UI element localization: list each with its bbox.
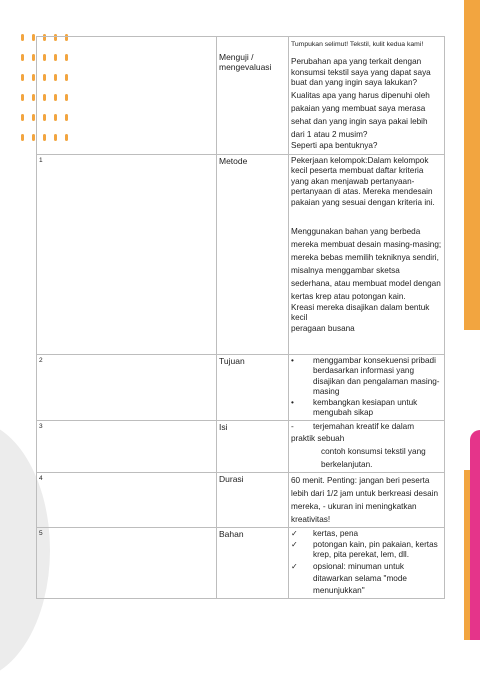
table-row-evaluate [37,37,445,155]
paragraph: Tumpukan selimut! Tekstil, kulit kedua kami! [291,41,424,48]
check-icon: ✓ [291,561,298,571]
pink-accent-stripe [470,430,480,640]
table-row-materials [37,528,445,598]
decoration-dot [32,114,35,121]
list-item-text: kembangkan kesiapan untuk mengubah sikap [313,397,418,418]
row-content [289,528,445,598]
list-item-text: menggambar konsekuensi pribadi berdasarkan informasi yang disajikan dan pengalaman masing-masing [313,356,440,397]
row-content [289,473,445,528]
decoration-dot [32,34,35,41]
paragraph: contoh konsumsi tekstil yang berkelanjutan. [321,447,426,470]
check-icon: ✓ [291,529,298,539]
dash-marker: - [291,422,294,431]
paragraph: Kreasi mereka disajikan dalam bentuk kecil [291,303,430,323]
check-icon: ✓ [291,539,298,549]
table-row-duration [37,473,445,528]
list-item [291,561,442,597]
paragraph: Kualitas apa yang harus dipenuhi oleh pakaian yang membuat saya merasa sehat dan yang ingin saya pakai lebih dari 1 atau 2 musim? [291,90,430,139]
row-content [289,37,445,155]
row-number: 5 [37,528,217,598]
dash-item-text: terjemahan kreatif ke dalam [313,422,415,431]
orange-accent-stripe [464,0,480,330]
row-label: Durasi [217,473,289,528]
paragraph: Seperti apa bentuknya? [291,140,378,150]
paragraph: Pekerjaan kelompok:Dalam kelompok kecil peserta membuat daftar kriteria yang akan menjawab pertanyaan-pertanyaan di atas. Mereka mendesain pakaian yang sesuai dengan kriteria ini. [291,156,435,207]
paragraph: 60 menit. Penting: jangan beri peserta lebih dari 1/2 jam untuk berkreasi desain mereka, - ukuran ini meningkatkan kreativitas! [291,476,439,525]
table-row-content [37,421,445,473]
row-number: 4 [37,473,217,528]
paragraph: Perubahan apa yang terkait dengan konsumsi tekstil saya yang dapat saya buat dan yang ingin saya lakukan? [291,57,431,88]
decoration-dot [32,54,35,61]
paragraph: peragaan busana [291,323,355,333]
bullet-marker: • [291,397,294,407]
decoration-dot [21,94,24,101]
row-label: Isi [217,421,289,473]
paragraph: praktik sebuah [291,434,345,444]
list-item [291,398,442,419]
row-number: 1 [37,155,217,355]
row-label: Tujuan [217,355,289,421]
row-label: Bahan [217,528,289,598]
decoration-dot [21,114,24,121]
decoration-dot [32,94,35,101]
list-item-text: potongan kain, pin pakaian, kertas krep, pita perekat, lem, dll. [313,539,438,560]
row-number: 3 [37,421,217,473]
row-label: Menguji / mengevaluasi [217,37,289,155]
list-item [291,356,442,398]
list-item [291,540,442,561]
lesson-plan-table [36,36,445,599]
row-content [289,155,445,355]
checklist [291,529,442,596]
list-item-text: opsional: minuman untuk ditawarkan selama "mode menunjukkan" [313,561,407,595]
row-label: Metode [217,155,289,355]
row-number: 2 [37,355,217,421]
row-content [289,355,445,421]
decoration-dot [32,134,35,141]
row-number [37,37,217,155]
paragraph: Menggunakan bahan yang berbeda mereka membuat desain masing-masing; mereka bebas memilih tekniknya sendiri, misalnya menggambar sketsa sederhana, atau membuat model dengan kertas krep atau potongan kain. [291,227,442,302]
decoration-dot [32,74,35,81]
decoration-dot [21,54,24,61]
decoration-dot [21,134,24,141]
row-content [289,421,445,473]
decoration-dot [21,34,24,41]
decoration-dot [21,74,24,81]
side-accent-bar [464,0,480,640]
bullet-list [291,356,442,418]
list-item [291,529,442,539]
table-row-goal [37,355,445,421]
bullet-marker: • [291,356,294,365]
dash-item [291,422,442,432]
table-row-method [37,155,445,355]
list-item-text: kertas, pena [313,529,359,539]
